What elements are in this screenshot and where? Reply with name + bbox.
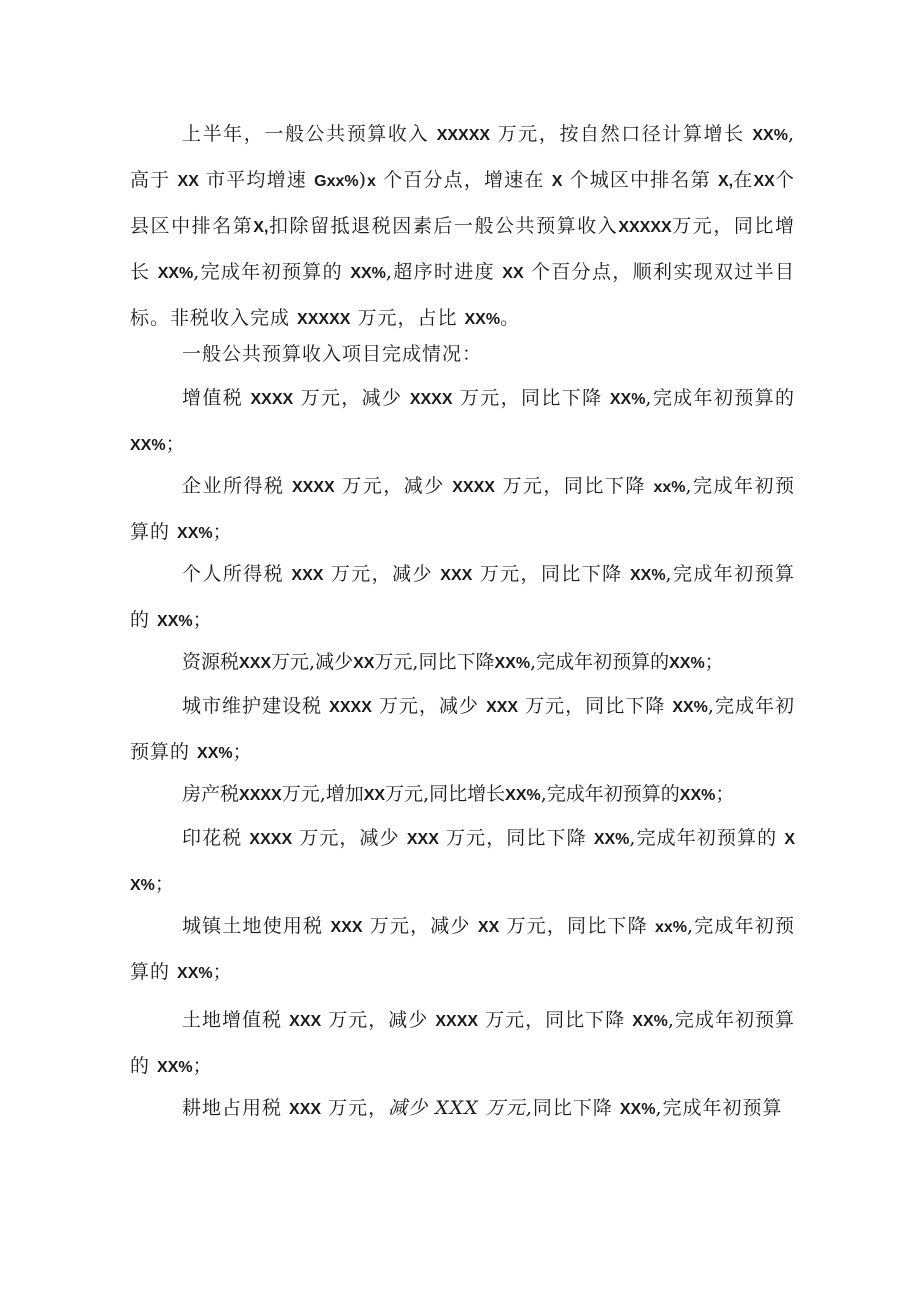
placeholder-value: XXXX	[250, 391, 294, 408]
paragraph-resource-tax	[130, 640, 795, 686]
paragraph-farmland-tax	[130, 1086, 795, 1132]
text-run: 印花税	[182, 827, 250, 849]
text-run: 耕地占用税	[182, 1097, 290, 1119]
text-run: 上半年，一般公共预算收入	[182, 123, 437, 145]
placeholder-value: XX%	[669, 655, 705, 672]
placeholder-value: XXXX	[409, 391, 453, 408]
placeholder-value: XX%	[609, 391, 646, 408]
text-run: 个百分点，增速在	[375, 169, 552, 191]
placeholder-value: XXX	[289, 1013, 322, 1030]
placeholder-value: XX%	[157, 265, 194, 282]
text-run: 。	[500, 307, 521, 329]
text-run: 万元，同比下降	[452, 387, 610, 409]
placeholder-value: XX%	[593, 831, 630, 848]
placeholder-value: XX%	[619, 1101, 656, 1118]
text-run: ；	[192, 609, 213, 631]
paragraph-land-use-tax	[130, 904, 795, 996]
placeholder-value: XXX	[440, 567, 473, 584]
placeholder-value: XX	[177, 173, 199, 190]
text-run: ,完成年初预算的	[530, 651, 670, 673]
text-run: 万元，同比下降	[438, 827, 594, 849]
text-run: ；	[212, 521, 233, 543]
text-run: 万元，减少	[321, 1009, 436, 1031]
text-run: ；	[192, 1055, 213, 1077]
text-run: ,完成年初预算的	[193, 261, 351, 283]
text-run: ；	[715, 783, 735, 805]
placeholder-value: XXXXX	[297, 311, 351, 328]
placeholder-value: XX%	[629, 567, 666, 584]
text-run: 市平均增速	[198, 169, 315, 191]
text-run: 万元,同比下降	[374, 651, 495, 673]
text-run: 万元，同比下降	[494, 475, 654, 497]
placeholder-value: Gxx%	[314, 173, 359, 190]
text-run: ,完成年初预算的	[645, 387, 795, 409]
text-run: 万元，按自然口径计算增长	[490, 123, 753, 145]
placeholder-value: XX%	[632, 1013, 668, 1030]
text-run: ,完成年初预算的	[540, 783, 680, 805]
text-run: ；	[232, 741, 253, 763]
placeholder-value: x	[367, 173, 376, 190]
text-run: ,完成年初预算的	[130, 695, 795, 763]
text-run: 增值税	[182, 387, 251, 409]
placeholder-value: XXX	[330, 919, 363, 936]
text-run: ,完成年初预算的	[130, 915, 795, 983]
text-run: 万元，同比下降	[499, 915, 655, 937]
text-run: 个城区中排名第	[562, 169, 718, 191]
text-run: )	[358, 169, 368, 191]
placeholder-value: XX%	[157, 613, 193, 630]
placeholder-value: XX	[363, 787, 386, 804]
text-run: 万元，同比下降	[478, 1009, 633, 1031]
placeholder-value: XXXX	[239, 787, 282, 804]
text-run: 万元，减少	[293, 387, 410, 409]
paragraph-personal-income-tax	[130, 552, 795, 644]
paragraph-intro	[130, 112, 795, 342]
text-run: 一般公共预算收入项目完成情况：	[182, 343, 483, 365]
paragraph-urban-maintenance-tax	[130, 684, 795, 776]
text-run: 万元，减少	[292, 827, 407, 849]
text-run: ；	[165, 433, 186, 455]
placeholder-value: XX%	[505, 787, 541, 804]
placeholder-value: XXXX	[292, 479, 335, 496]
text-run: ；	[212, 961, 233, 983]
text-run: 个县区中排名第	[130, 169, 795, 237]
text-run: 万元，减少	[362, 915, 478, 937]
text-run: 土地增值税	[182, 1009, 290, 1031]
text-run: 企业所得税	[182, 475, 292, 497]
text-run: ,完成年初预算的	[629, 827, 785, 849]
placeholder-value: XXXX	[435, 1013, 479, 1030]
placeholder-value: XX%	[177, 525, 213, 542]
placeholder-value: XX%	[752, 127, 788, 144]
placeholder-value: XX	[753, 173, 775, 190]
text-run: 万元，占比	[350, 307, 465, 329]
text-run: 城市维护建设税	[182, 695, 330, 717]
text-run: ,完成年初预算的	[130, 475, 795, 543]
placeholder-value: X,	[253, 219, 269, 236]
placeholder-value: XXX	[239, 655, 272, 672]
placeholder-value: XX	[353, 655, 375, 672]
text-run: ,完成年初预算	[655, 1097, 783, 1119]
placeholder-value: XX%	[350, 265, 386, 282]
placeholder-value: XX%	[197, 745, 233, 762]
paragraph-corporate-income-tax	[130, 464, 795, 556]
text-run: 个人所得税	[182, 563, 292, 585]
placeholder-value: xx%	[654, 919, 688, 936]
placeholder-value: XXX	[486, 699, 519, 716]
text-run: 房产税	[182, 783, 240, 805]
text-run: 万元,增加	[281, 783, 364, 805]
placeholder-value: XX%	[494, 655, 531, 672]
text-run: ,完成年初预算的	[130, 563, 795, 631]
placeholder-value: XXX	[291, 567, 324, 584]
placeholder-value: XX%	[672, 699, 708, 716]
placeholder-value: XX	[477, 919, 500, 936]
text-run: 万元,减少	[271, 651, 354, 673]
paragraph-stamp-tax	[130, 816, 795, 908]
text-run: 万元，	[321, 1097, 389, 1119]
text-run: 资源税	[182, 651, 240, 673]
placeholder-value: XX	[502, 265, 524, 282]
text-run: ,超序时进度	[385, 261, 503, 283]
text-run: ,高于	[130, 123, 795, 191]
text-run: ,完成年初预算的	[130, 1009, 795, 1077]
text-run: ；	[704, 651, 724, 673]
text-run: 扣除留抵退税因素后一般公共预算收入	[268, 215, 619, 237]
paragraph-property-tax	[130, 772, 795, 818]
text-run: ；	[154, 873, 175, 895]
placeholder-value: XXXXX	[436, 127, 491, 144]
placeholder-value: XX%	[679, 787, 716, 804]
text-run: 减少 XXX 万元,	[388, 1097, 533, 1119]
paragraph-vat	[130, 376, 795, 468]
placeholder-value: XXX	[406, 831, 439, 848]
paragraph-land-vat	[130, 998, 795, 1090]
text-run: 万元，减少	[323, 563, 441, 585]
text-run: 万元，同比增长	[130, 215, 795, 283]
placeholder-value: XXX	[289, 1101, 322, 1118]
text-run: 在	[733, 169, 754, 191]
placeholder-value: XXXX	[452, 479, 495, 496]
placeholder-value: XX%	[464, 311, 501, 328]
placeholder-value: XX%	[157, 1059, 193, 1076]
text-run: 万元，同比下降	[472, 563, 630, 585]
text-run: 城镇土地使用税	[182, 915, 331, 937]
placeholder-value: XX%	[130, 437, 166, 454]
placeholder-value: XXXX	[249, 831, 293, 848]
text-run: 万元,同比增长	[385, 783, 506, 805]
text-run: 万元，同比下降	[518, 695, 673, 717]
placeholder-value: X	[551, 173, 563, 190]
placeholder-value: xx%	[653, 479, 686, 496]
text-run: 同比下降	[532, 1097, 620, 1119]
text-run: 个百分点，顺利实现双过半目标。非税收入完成	[130, 261, 795, 329]
paragraph-section-heading	[130, 332, 795, 376]
placeholder-value: X,	[717, 173, 734, 190]
placeholder-value: XX%	[177, 965, 213, 982]
placeholder-value: XX%	[130, 831, 795, 894]
text-run: 万元，减少	[334, 475, 453, 497]
text-run: 万元，减少	[371, 695, 487, 717]
placeholder-value: XXXX	[329, 699, 372, 716]
placeholder-value: XXXXX	[618, 219, 672, 236]
